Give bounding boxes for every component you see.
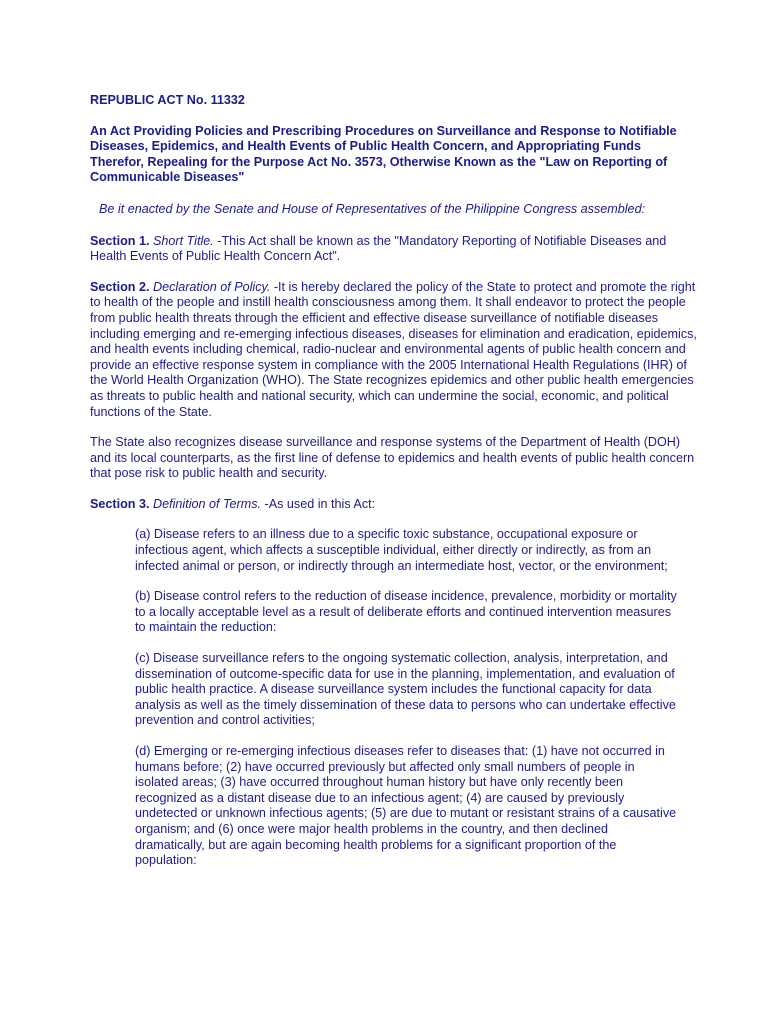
term-c: (c) Disease surveillance refers to the ongoing systematic collection, analysis, interpretation, and dissemination of outcome-specific data for use in the planning, implementation, and evaluation of public health practice. A disease surveillance system includes the functional capacity for data analysis as well as the timely dissemination of these data to persons who can undertake effective prevention and control activities;	[135, 651, 676, 728]
section-3	[90, 497, 698, 513]
section-2	[90, 280, 698, 420]
section-1-text: -This Act shall be known as the "Mandatory Reporting of Notifiable Diseases and Health Events of Public Health Concern Act".	[90, 233, 667, 264]
term-b: (b) Disease control refers to the reduction of disease incidence, prevalence, morbidity or mortality to a locally acceptable level as a result of deliberate efforts and continued intervention measures to maintain the reduction:	[135, 589, 677, 635]
act-number: REPUBLIC ACT No. 11332	[90, 93, 245, 107]
enacting-clause: Be it enacted by the Senate and House of Representatives of the Philippine Congress assembled:	[99, 201, 646, 216]
section-2-paragraph-2: The State also recognizes disease surveillance and response systems of the Department of Health (DOH) and its local counterparts, as the first line of defense to epidemics and health events of public health concern that pose risk to public health and security.	[90, 435, 695, 481]
section-3-heading: Definition of Terms.	[153, 496, 262, 511]
section-1-heading: Short Title.	[153, 233, 214, 248]
term-a: (a) Disease refers to an illness due to a specific toxic substance, occupational exposure or infectious agent, which affects a susceptible individual, either directly or indirectly, as from an infected animal or person, or indirectly through an intermediate host, vector, or the environment;	[135, 527, 668, 573]
section-1-label: Section 1.	[90, 233, 150, 248]
term-d: (d) Emerging or re-emerging infectious diseases refer to diseases that: (1) have not occurred in humans before; (2) have occurred previously but affected only small numbers of people in isolated areas; (3) have occurred throughout human history but have only recently been recognized as a distant disease due to an infectious agent; (4) are caused by previously undetected or unknown infectious agents; (5) are due to mutant or resistant strains of a causative organism; and (6) once were major health problems in the country, and then declined dramatically, but are again becoming health problems for a significant proportion of the population:	[135, 744, 677, 868]
section-1	[90, 234, 698, 265]
section-3-label: Section 3.	[90, 496, 150, 511]
section-2-label: Section 2.	[90, 279, 150, 294]
section-3-text: -As used in this Act:	[261, 496, 376, 511]
section-2-heading: Declaration of Policy.	[153, 279, 271, 294]
act-title: An Act Providing Policies and Prescribing Procedures on Surveillance and Response to Notifiable Diseases, Epidemics, and Health Events of Public Health Concern, and Appropriating Funds Therefor, Repealing for the Purpose Act No. 3573, Otherwise Known as the "Law on Reporting of Communicable Diseases"	[90, 123, 677, 185]
section-2-text: -It is hereby declared the policy of the State to protect and promote the right to health of the people and instill health consciousness among them. It shall endeavor to protect the people from public health threats through the efficient and effective disease surveillance of notifiable diseases including emerging and re-emerging infectious diseases, diseases for elimination and eradication, epidemics, and health events including chemical, radio-nuclear and environmental agents of public health concern and provide an effective response system in compliance with the 2005 International Health Regulations (IHR) of the World Health Organization (WHO). The State recognizes epidemics and other public health emergencies as threats to public health and national security, which can undermine the social, economic, and political functions of the State.	[90, 279, 697, 419]
